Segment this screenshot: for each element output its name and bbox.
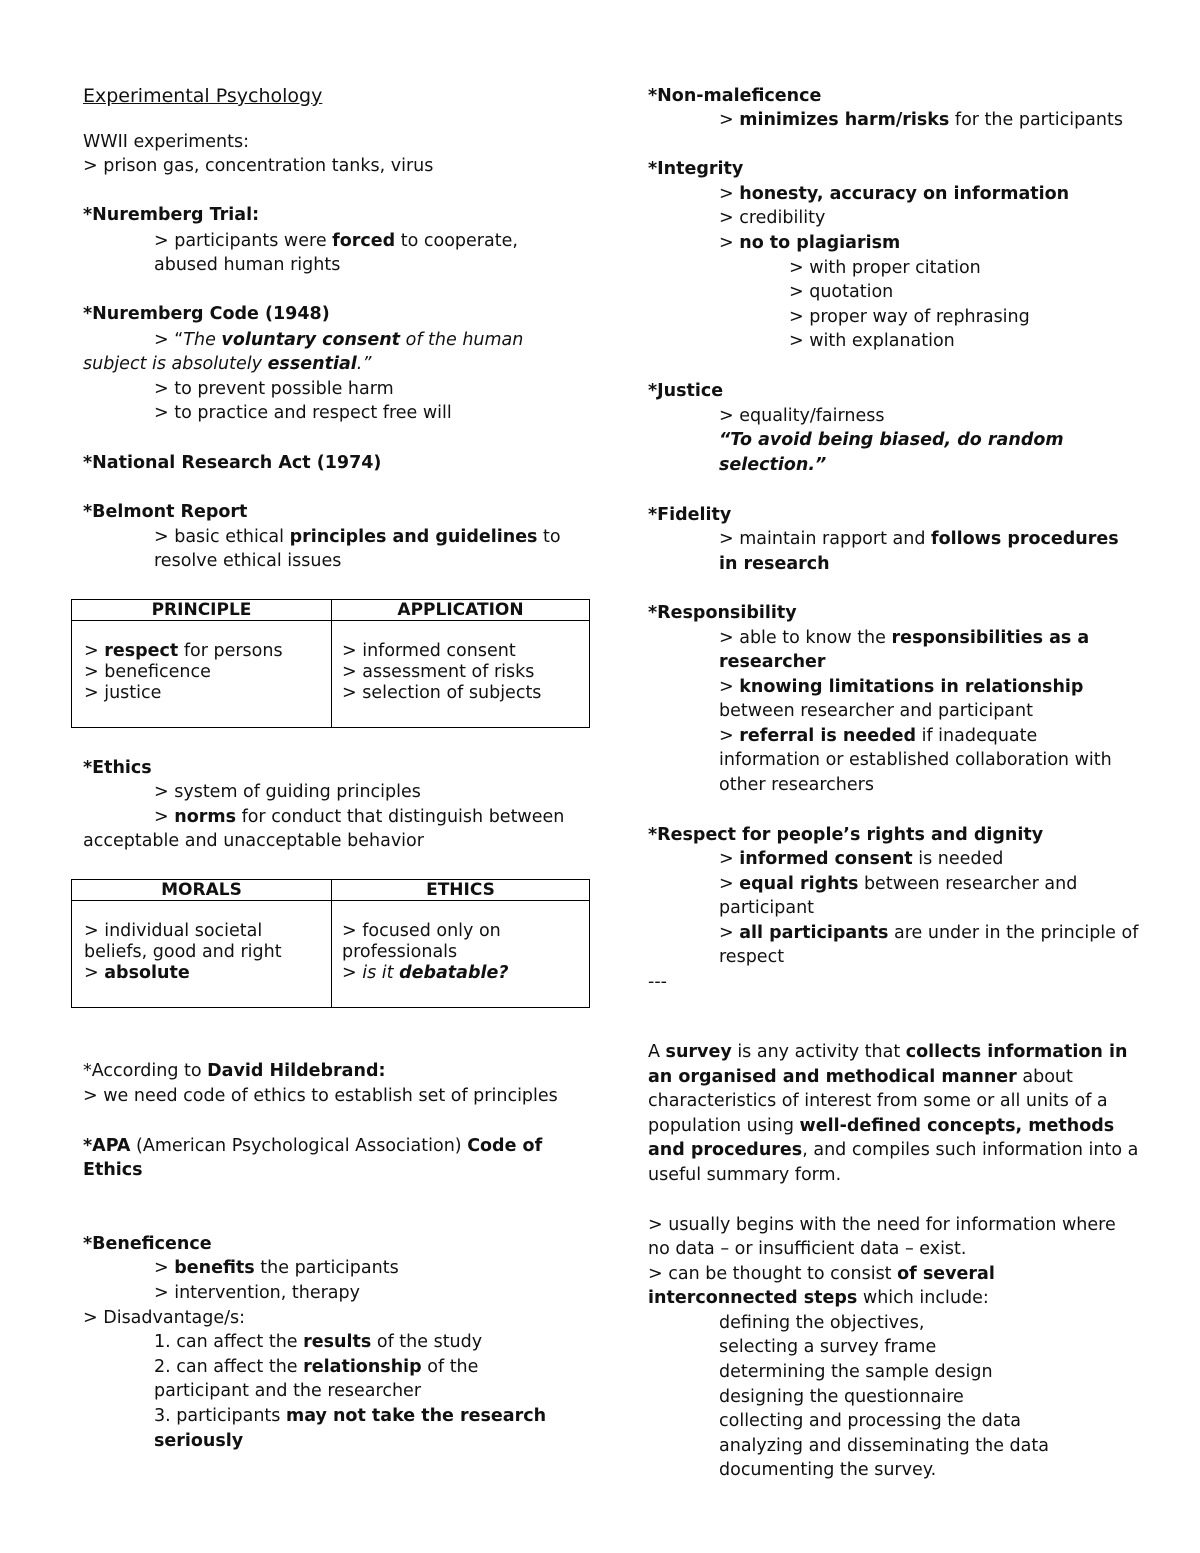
list-item: > benefits the participants xyxy=(154,1258,399,1278)
ethics-heading: *Ethics xyxy=(83,758,152,778)
table-header: ETHICS xyxy=(332,880,590,901)
list-item: > norms for conduct that distinguish between xyxy=(154,807,565,827)
list-item: > knowing limitations in relationship xyxy=(719,677,1084,697)
list-item-cont: respect xyxy=(719,947,785,967)
survey-paragraph: useful summary form. xyxy=(648,1165,842,1185)
table-cell: > informed consent > assessment of risks > selection of subjects xyxy=(332,621,590,728)
list-item: 2. can affect the relationship of the xyxy=(154,1357,479,1377)
survey-paragraph: A survey is any activity that collects information in xyxy=(648,1042,1128,1062)
table-header: PRINCIPLE xyxy=(72,600,332,621)
survey-paragraph: population using well-defined concepts, methods xyxy=(648,1116,1115,1136)
table-header: APPLICATION xyxy=(332,600,590,621)
list-item-cont: seriously xyxy=(154,1431,244,1451)
section-divider: --- xyxy=(648,972,667,992)
integrity-heading: *Integrity xyxy=(648,159,744,179)
hildebrand-line: > we need code of ethics to establish set of principles xyxy=(83,1086,558,1106)
list-item: > all participants are under in the principle of xyxy=(719,923,1139,943)
survey-step: designing the questionnaire xyxy=(719,1387,964,1407)
survey-paragraph: an organised and methodical manner about xyxy=(648,1067,1073,1087)
survey-bullet-cont: interconnected steps which include: xyxy=(648,1288,989,1308)
survey-bullet-cont: no data – or insufficient data – exist. xyxy=(648,1239,967,1259)
list-item-cont: acceptable and unacceptable behavior xyxy=(83,831,424,851)
beneficence-heading: *Beneficence xyxy=(83,1234,212,1254)
nuremberg-trial-heading: *Nuremberg Trial: xyxy=(83,205,260,225)
table-header: MORALS xyxy=(72,880,332,901)
list-item: > to prevent possible harm xyxy=(154,379,394,399)
list-item-cont: information or established collaboration with xyxy=(719,750,1112,770)
list-item-cont: in research xyxy=(719,554,830,574)
justice-heading: *Justice xyxy=(648,381,724,401)
belmont-line: resolve ethical issues xyxy=(154,551,342,571)
list-item: > equal rights between researcher and xyxy=(719,874,1078,894)
list-item: > to practice and respect free will xyxy=(154,403,452,423)
list-item: > minimizes harm/risks for the participants xyxy=(719,110,1123,130)
list-item: > no to plagiarism xyxy=(719,233,901,253)
nuremberg-quote: > “The voluntary consent of the human xyxy=(154,330,524,350)
nuremberg-trial-line: abused human rights xyxy=(154,255,341,275)
table-cell: > focused only on professionals > is it debatable? xyxy=(332,901,590,1008)
belmont-line: > basic ethical principles and guidelines to xyxy=(154,527,561,547)
apa-heading-cont: Ethics xyxy=(83,1160,143,1180)
list-item: > equality/fairness xyxy=(719,406,885,426)
survey-step: collecting and processing the data xyxy=(719,1411,1021,1431)
belmont-heading: *Belmont Report xyxy=(83,502,248,522)
apa-heading: *APA (American Psychological Association) Code of xyxy=(83,1136,543,1156)
list-item-cont: participant and the researcher xyxy=(154,1381,422,1401)
survey-step: determining the sample design xyxy=(719,1362,993,1382)
responsibility-heading: *Responsibility xyxy=(648,603,797,623)
survey-bullet: > usually begins with the need for information where xyxy=(648,1215,1116,1235)
sub-item: > quotation xyxy=(789,282,894,302)
nuremberg-trial-line: > participants were forced to cooperate, xyxy=(154,231,518,251)
survey-step: analyzing and disseminating the data xyxy=(719,1436,1049,1456)
justice-quote: “To avoid being biased, do random xyxy=(719,430,1064,450)
respect-heading: *Respect for people’s rights and dignity xyxy=(648,825,1044,845)
list-item: 1. can affect the results of the study xyxy=(154,1332,483,1352)
sub-item: > proper way of rephrasing xyxy=(789,307,1030,327)
list-item-cont: participant xyxy=(719,898,815,918)
list-item: 3. participants may not take the research xyxy=(154,1406,547,1426)
national-research-act-heading: *National Research Act (1974) xyxy=(83,453,382,473)
morals-ethics-table xyxy=(71,879,590,1008)
non-maleficence-heading: *Non-maleficence xyxy=(648,86,822,106)
wwii-items: > prison gas, concentration tanks, virus xyxy=(83,156,434,176)
survey-paragraph: and procedures, and compiles such information into a xyxy=(648,1140,1139,1160)
list-item-cont: other researchers xyxy=(719,775,874,795)
survey-paragraph: characteristics of interest from some or all units of a xyxy=(648,1091,1108,1111)
list-item: > informed consent is needed xyxy=(719,849,1004,869)
list-item: > referral is needed if inadequate xyxy=(719,726,1038,746)
survey-step: selecting a survey frame xyxy=(719,1337,937,1357)
survey-step: defining the objectives, xyxy=(719,1313,925,1333)
nuremberg-quote: subject is absolutely essential.” xyxy=(83,354,372,374)
list-item: > honesty, accuracy on information xyxy=(719,184,1070,204)
survey-bullet: > can be thought to consist of several xyxy=(648,1264,995,1284)
list-item-cont: researcher xyxy=(719,652,826,672)
list-item: > intervention, therapy xyxy=(154,1283,360,1303)
list-item: > system of guiding principles xyxy=(154,782,421,802)
table-cell: > respect for persons > beneficence > justice xyxy=(72,621,332,728)
disadvantages-label: > Disadvantage/s: xyxy=(83,1308,246,1328)
survey-step: documenting the survey. xyxy=(719,1460,937,1480)
sub-item: > with proper citation xyxy=(789,258,981,278)
justice-quote: selection.” xyxy=(719,455,827,475)
list-item: > maintain rapport and follows procedures xyxy=(719,529,1119,549)
list-item-cont: between researcher and participant xyxy=(719,701,1033,721)
nuremberg-code-heading: *Nuremberg Code (1948) xyxy=(83,304,330,324)
sub-item: > with explanation xyxy=(789,331,955,351)
principle-application-table xyxy=(71,599,590,728)
hildebrand-line: *According to David Hildebrand: xyxy=(83,1061,386,1081)
list-item: > credibility xyxy=(719,208,826,228)
table-cell: > individual societal beliefs, good and right > absolute xyxy=(72,901,332,1008)
fidelity-heading: *Fidelity xyxy=(648,505,732,525)
wwii-label: WWII experiments: xyxy=(83,132,250,152)
list-item: > able to know the responsibilities as a xyxy=(719,628,1090,648)
page-title: Experimental Psychology xyxy=(83,85,323,107)
